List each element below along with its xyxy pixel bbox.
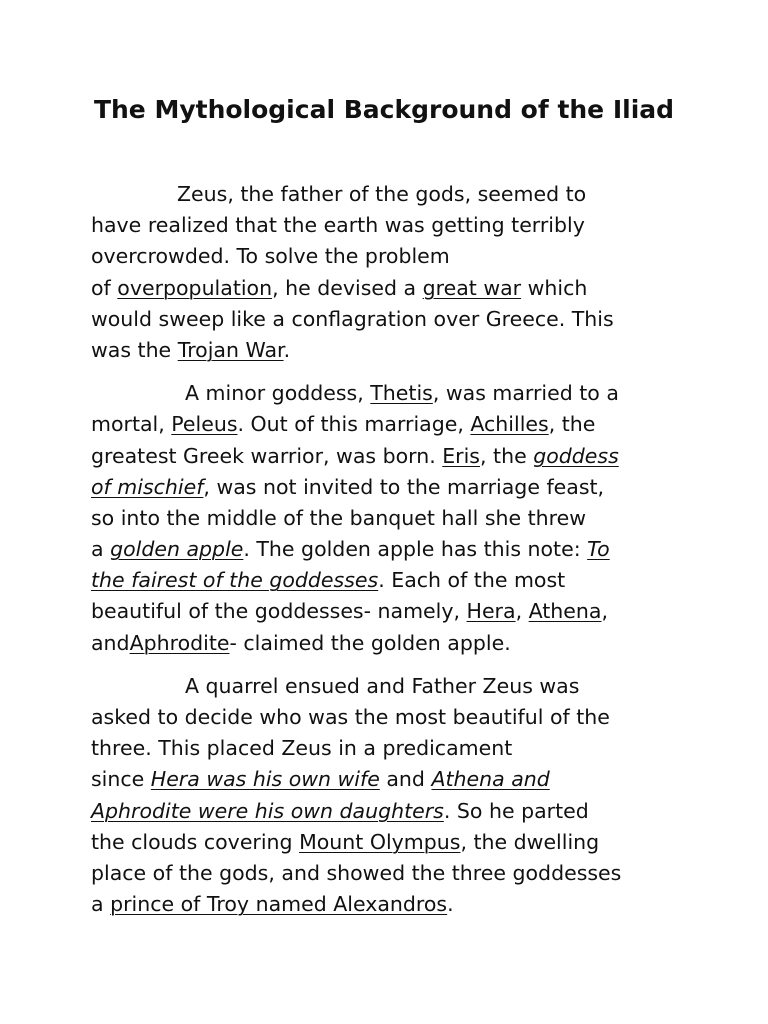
text-line bbox=[91, 596, 691, 627]
link-hera[interactable]: Hera bbox=[466, 599, 516, 624]
text: greatest Greek warrior, was born. bbox=[91, 443, 443, 468]
text-line bbox=[91, 702, 691, 733]
link-goddess-of-mischief[interactable]: goddess bbox=[533, 443, 619, 468]
text: a bbox=[91, 537, 111, 562]
text-line bbox=[91, 858, 691, 889]
text: since bbox=[91, 767, 151, 792]
link-prince-of-troy[interactable]: prince of Troy named Alexandros bbox=[110, 892, 448, 917]
text-line bbox=[91, 179, 691, 210]
text-line bbox=[91, 565, 691, 596]
text: which bbox=[521, 275, 588, 300]
link-to-the-fairest[interactable]: the fairest of the goddesses bbox=[91, 568, 379, 593]
text: A minor goddess, bbox=[185, 381, 371, 406]
text: , was married to a bbox=[432, 381, 619, 406]
link-aphrodite[interactable]: Aphrodite bbox=[129, 630, 230, 655]
text-line bbox=[91, 472, 691, 503]
text-line bbox=[91, 409, 691, 440]
text-line bbox=[91, 733, 691, 764]
text: . The golden apple has this note: bbox=[243, 537, 588, 562]
link-peleus[interactable]: Peleus bbox=[171, 412, 238, 437]
text: and bbox=[379, 767, 432, 792]
link-eris[interactable]: Eris bbox=[442, 443, 480, 468]
text-line bbox=[91, 210, 691, 241]
text: A quarrel ensued and Father Zeus was bbox=[185, 673, 580, 698]
text: a bbox=[91, 892, 111, 917]
text: , bbox=[601, 599, 609, 624]
text-line bbox=[91, 671, 691, 702]
link-great-war[interactable]: great war bbox=[422, 275, 522, 300]
link-daughters[interactable]: Athena and bbox=[431, 767, 550, 792]
text: mortal, bbox=[91, 412, 172, 437]
paragraph-3 bbox=[91, 671, 691, 921]
text-line bbox=[91, 503, 691, 534]
text: beautiful of the goddesses- namely, bbox=[91, 599, 467, 624]
text: was the bbox=[91, 337, 178, 362]
text: asked to decide who was the most beautiful of the bbox=[91, 705, 610, 729]
text: . Out of this marriage, bbox=[237, 412, 471, 437]
text: three. This placed Zeus in a predicament bbox=[91, 736, 513, 761]
text-line bbox=[91, 889, 691, 920]
text: , he devised a bbox=[272, 275, 423, 300]
text: so into the middle of the banquet hall she threw bbox=[91, 505, 587, 530]
document-body bbox=[91, 179, 691, 932]
text: . bbox=[283, 337, 291, 362]
link-athena[interactable]: Athena bbox=[528, 599, 602, 624]
paragraph-1 bbox=[91, 179, 691, 366]
page-title: The Mythological Background of the Iliad bbox=[93, 95, 675, 124]
text-line bbox=[91, 827, 691, 858]
text-line bbox=[91, 441, 691, 472]
text-line bbox=[91, 241, 691, 272]
link-achilles[interactable]: Achilles bbox=[470, 412, 549, 437]
text: and bbox=[91, 630, 130, 655]
paragraph-2 bbox=[91, 378, 691, 659]
text: , the dwelling bbox=[460, 829, 600, 854]
text: have realized that the earth was getting terribly bbox=[91, 213, 585, 238]
text: place of the gods, and showed the three goddesses bbox=[91, 860, 622, 885]
link-daughters[interactable]: Aphrodite were his own daughters bbox=[91, 798, 444, 823]
text: . So he parted bbox=[443, 798, 589, 823]
text: - claimed the golden apple. bbox=[229, 630, 511, 655]
text-line bbox=[91, 378, 691, 409]
text: , bbox=[515, 599, 529, 624]
text-line bbox=[91, 764, 691, 795]
text-line bbox=[91, 534, 691, 565]
text-line bbox=[91, 796, 691, 827]
text-line bbox=[91, 628, 691, 659]
text: , the bbox=[548, 412, 596, 437]
link-trojan-war[interactable]: Trojan War bbox=[177, 337, 284, 362]
link-thetis[interactable]: Thetis bbox=[370, 381, 433, 406]
text: of bbox=[91, 275, 118, 300]
link-mount-olympus[interactable]: Mount Olympus bbox=[299, 829, 461, 854]
text: . Each of the most bbox=[378, 568, 566, 593]
link-overpopulation[interactable]: overpopulation bbox=[117, 275, 273, 300]
text: would sweep like a conflagration over Greece. This bbox=[91, 306, 614, 331]
text: the clouds covering bbox=[91, 829, 300, 854]
link-hera-wife[interactable]: Hera was his own wife bbox=[150, 767, 380, 792]
text: , was not invited to the marriage feast, bbox=[203, 474, 605, 499]
link-to-the-fairest[interactable]: To bbox=[587, 537, 610, 562]
text-line bbox=[91, 304, 691, 335]
link-golden-apple[interactable]: golden apple bbox=[110, 537, 244, 562]
link-goddess-of-mischief[interactable]: of mischief bbox=[91, 474, 204, 499]
text: . bbox=[447, 892, 454, 917]
text-line bbox=[91, 335, 691, 366]
text: , the bbox=[480, 443, 534, 468]
text: overcrowded. To solve the problem bbox=[91, 244, 450, 269]
text: Zeus, the father of the gods, seemed to bbox=[177, 182, 587, 206]
text-line bbox=[91, 273, 691, 304]
